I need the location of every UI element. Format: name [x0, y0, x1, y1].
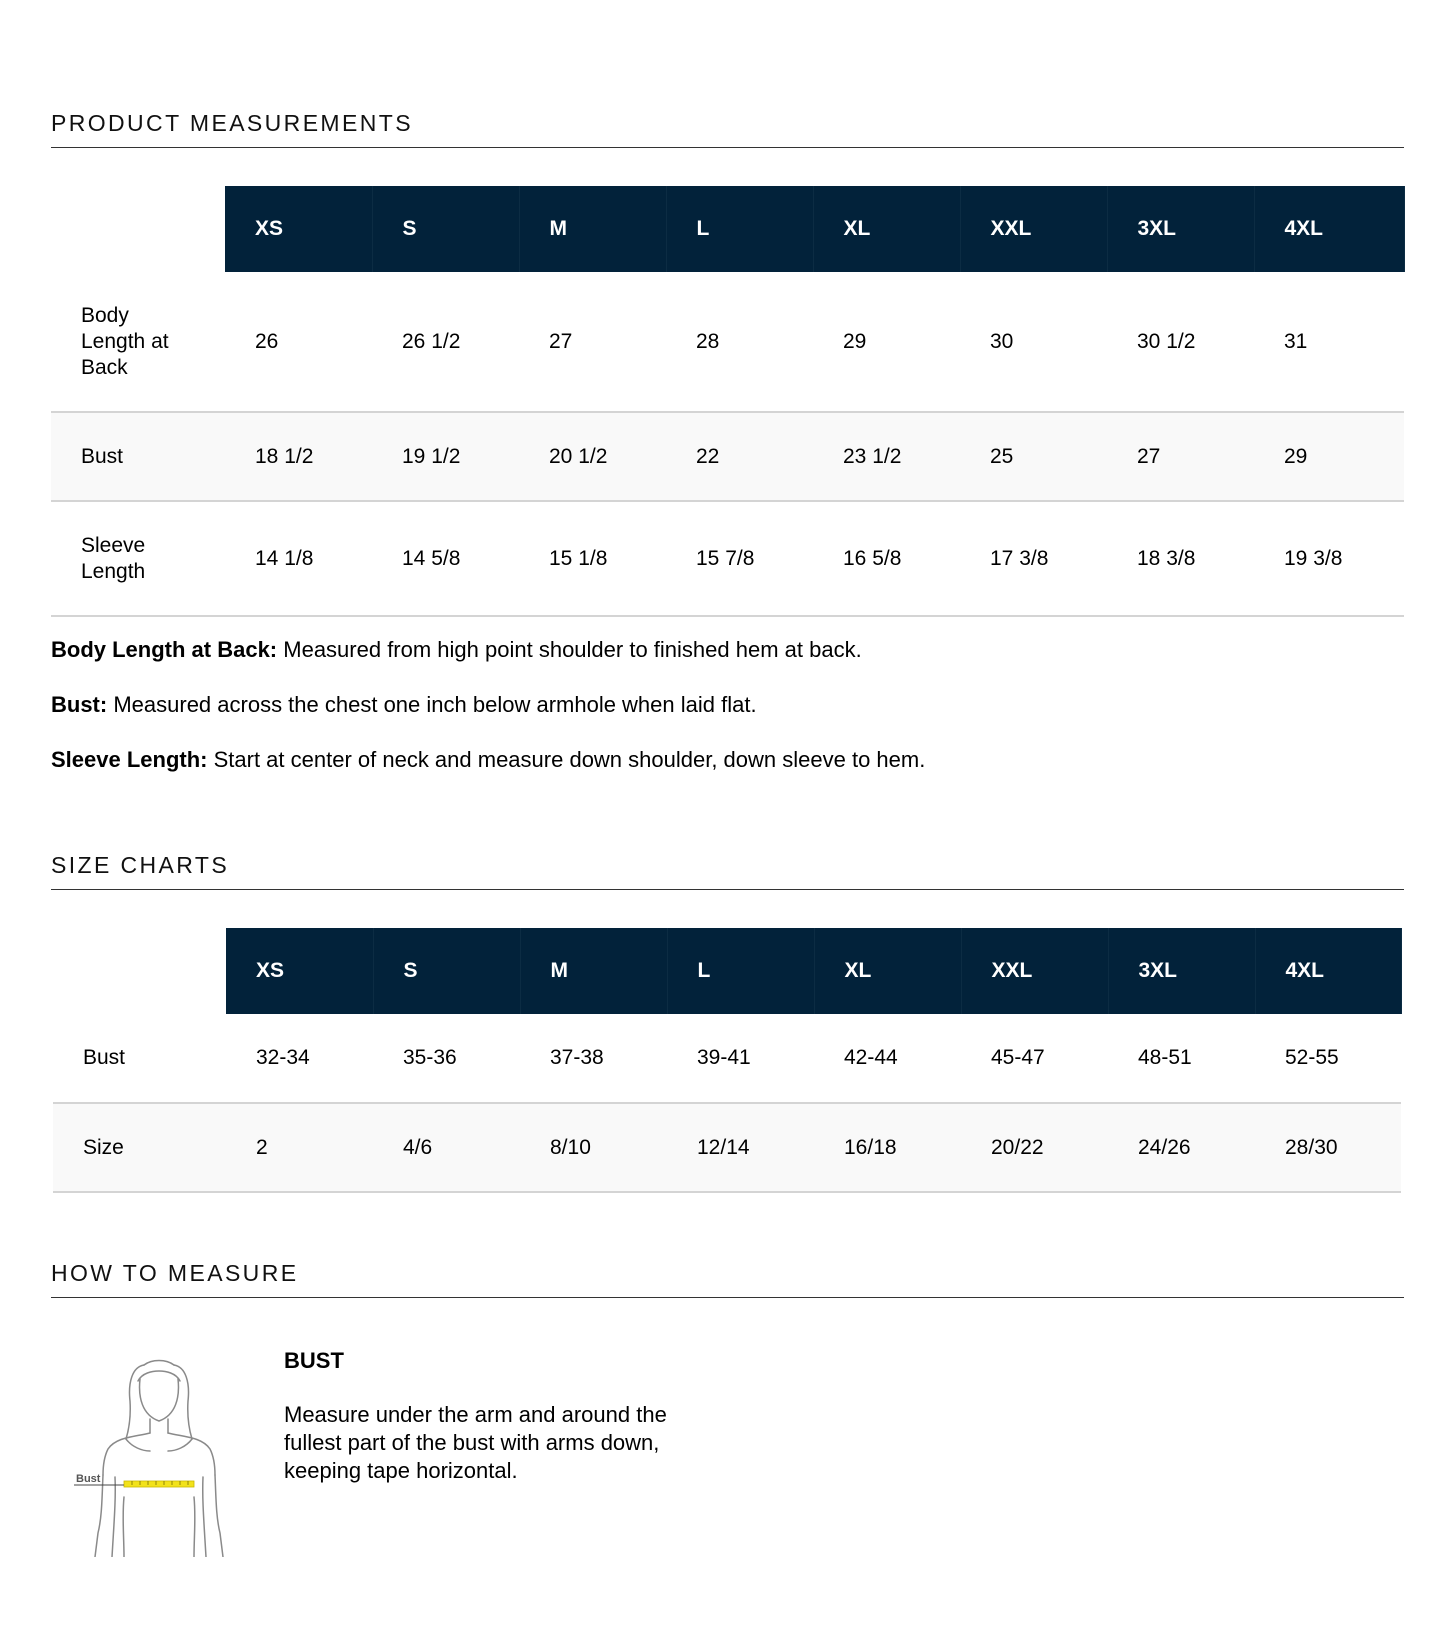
- table-cell: 26 1/2: [372, 272, 519, 412]
- table-cell: 8/10: [520, 1103, 667, 1192]
- product-measurements-heading: PRODUCT MEASUREMENTS: [51, 110, 413, 136]
- size-header-xs: XS: [226, 928, 373, 1014]
- size-header-l: L: [667, 928, 814, 1014]
- table-cell: 2: [226, 1103, 373, 1192]
- table-cell: 29: [813, 272, 960, 412]
- size-charts-heading: SIZE CHARTS: [51, 852, 230, 878]
- size-header-xl: XL: [814, 928, 961, 1014]
- size-chart-table: [53, 928, 1402, 1193]
- table-cell: 12/14: [667, 1103, 814, 1192]
- table-cell: 32-34: [226, 1014, 373, 1103]
- table-cell: 18 3/8: [1107, 501, 1254, 616]
- size-header-xs: XS: [225, 186, 372, 272]
- note-term: Bust:: [51, 692, 108, 717]
- table-cell: 48-51: [1108, 1014, 1255, 1103]
- table-cell: 15 1/8: [519, 501, 666, 616]
- table-cell: 31: [1254, 272, 1404, 412]
- product-measurements-table: [51, 186, 1405, 617]
- row-label: Bust: [53, 1014, 226, 1103]
- table-row: [51, 412, 1404, 501]
- table-cell: 29: [1254, 412, 1404, 501]
- size-header-xxl: XXL: [961, 928, 1108, 1014]
- note-text: Measured across the chest one inch below armhole when laid flat.: [107, 692, 757, 717]
- table-cell: 27: [519, 272, 666, 412]
- size-header-3xl: 3XL: [1107, 186, 1254, 272]
- table-cell: 16/18: [814, 1103, 961, 1192]
- table-row: [51, 501, 1404, 616]
- note-term: Sleeve Length:: [51, 747, 208, 772]
- size-header-s: S: [373, 928, 520, 1014]
- bust-measure-figure: [72, 1357, 242, 1557]
- table-cell: 16 5/8: [813, 501, 960, 616]
- table-cell: 28/30: [1255, 1103, 1401, 1192]
- note-text: Start at center of neck and measure down shoulder, down sleeve to hem.: [207, 747, 926, 772]
- table-cell: 22: [666, 412, 813, 501]
- table-cell: 30: [960, 272, 1107, 412]
- size-header-3xl: 3XL: [1108, 928, 1255, 1014]
- table-cell: 14 5/8: [372, 501, 519, 616]
- size-header-4xl: 4XL: [1255, 928, 1401, 1014]
- size-header-xxl: XXL: [960, 186, 1107, 272]
- size-header-row: [53, 928, 1401, 1014]
- section-divider: [51, 1297, 1404, 1298]
- table-cell: 17 3/8: [960, 501, 1107, 616]
- table-cell: 20/22: [961, 1103, 1108, 1192]
- note-body-length: [51, 637, 1401, 692]
- table-cell: 4/6: [373, 1103, 520, 1192]
- row-label: Bust: [51, 412, 225, 501]
- table-cell: 20 1/2: [519, 412, 666, 501]
- table-row: [53, 1103, 1401, 1192]
- size-header-s: S: [372, 186, 519, 272]
- table-cell: 15 7/8: [666, 501, 813, 616]
- section-divider: [51, 889, 1404, 890]
- section-divider: [51, 147, 1404, 148]
- bust-instructions: Measure under the arm and around the fullest part of the bust with arms down, keeping tape horizontal.: [284, 1402, 667, 1483]
- table-row: [51, 272, 1404, 412]
- size-header-m: M: [519, 186, 666, 272]
- table-cell: 42-44: [814, 1014, 961, 1103]
- table-cell: 30 1/2: [1107, 272, 1254, 412]
- table-cell: 19 3/8: [1254, 501, 1404, 616]
- bust-title: BUST: [284, 1348, 344, 1373]
- table-cell: 28: [666, 272, 813, 412]
- size-header-row: [51, 186, 1404, 272]
- note-sleeve-length: [51, 747, 1401, 802]
- table-cell: 37-38: [520, 1014, 667, 1103]
- row-label: Sleeve Length: [51, 501, 225, 616]
- table-cell: 18 1/2: [225, 412, 372, 501]
- size-header-l: L: [666, 186, 813, 272]
- table-cell: 23 1/2: [813, 412, 960, 501]
- note-text: Measured from high point shoulder to finished hem at back.: [277, 637, 862, 662]
- row-label: Body Length at Back: [51, 272, 225, 412]
- bust-figure-label: Bust: [76, 1473, 101, 1485]
- table-cell: 26: [225, 272, 372, 412]
- measurement-notes: [51, 637, 1401, 802]
- table-cell: 25: [960, 412, 1107, 501]
- table-cell: 27: [1107, 412, 1254, 501]
- size-header-xl: XL: [813, 186, 960, 272]
- table-cell: 52-55: [1255, 1014, 1401, 1103]
- table-cell: 39-41: [667, 1014, 814, 1103]
- size-header-m: M: [520, 928, 667, 1014]
- table-cell: 19 1/2: [372, 412, 519, 501]
- table-cell: 35-36: [373, 1014, 520, 1103]
- row-label: Size: [53, 1103, 226, 1192]
- note-bust: [51, 692, 1401, 747]
- table-cell: 45-47: [961, 1014, 1108, 1103]
- how-to-measure-heading: HOW TO MEASURE: [51, 1260, 299, 1286]
- table-row: [53, 1014, 1401, 1103]
- note-term: Body Length at Back:: [51, 637, 278, 662]
- header-corner: [51, 186, 225, 272]
- header-corner: [53, 928, 226, 1014]
- table-cell: 24/26: [1108, 1103, 1255, 1192]
- size-header-4xl: 4XL: [1254, 186, 1404, 272]
- table-cell: 14 1/8: [225, 501, 372, 616]
